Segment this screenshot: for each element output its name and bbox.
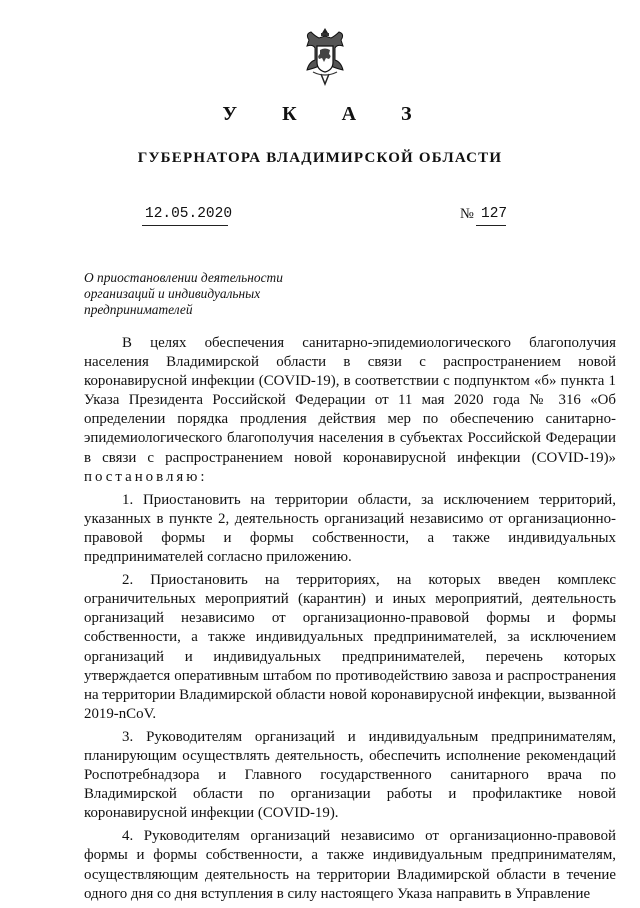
item-3: 3. Руководителям организаций и индивидуальным предпринимателям, планирующим осуществлять деятельность, обеспечить исполнение рекомендаций Роспотребнадзора и Главного государственного санитарного врача по Владимирской области по организации работы и профилактике новой коронавирусной инфекции (COVID-19). (84, 728, 616, 822)
item-2: 2. Приостановить на территориях, на которых введен комплекс ограничительных мероприятий (карантин) и иных мероприятий, деятельность организаций независимо от организационно-правовой формы и формы собственности, а также индивидуальных предпринимателей, за исключением организаций и индивидуальных предпринимателей, перечень которых утверждается оперативным штабом по противодействию завоза и распространения на территории Владимирской области новой коронавирусной инфекции, вызванной 2019-nCoV. (84, 572, 616, 722)
item-4: 4. Руководителям организаций независимо от организационно-правовой формы и формы собственности, а также индивидуальным предпринимателям, осуществляющим деятельность на территории Владимирской области в течение одного дня со дня вступления в силу настоящего Указа направить в Управление (84, 828, 616, 902)
item-1: 1. Приостановить на территории области, за исключением территорий, указанных в пункте 2, деятельность организаций независимо от организационно-правовой формы и формы собственности, а также индивидуальных предпринимателей согласно приложению. (84, 491, 616, 566)
coat-of-arms-icon (301, 26, 349, 86)
decree-number: 127 (481, 206, 508, 222)
decree-heading: О приостановлении деятельности организаций и индивидуальных предпринимателей (84, 270, 283, 317)
document-title: У К А З (222, 103, 432, 125)
decree-date: 12.05.2020 (145, 206, 233, 222)
intro-paragraph (84, 334, 616, 487)
document-subtitle: ГУБЕРНАТОРА ВЛАДИМИРСКОЙ ОБЛАСТИ (137, 150, 503, 166)
decree-word: постановляю: (84, 468, 208, 485)
number-label: № (460, 206, 474, 222)
number-underline (476, 225, 506, 226)
decree-body (84, 334, 616, 908)
intro-text: В целях обеспечения санитарно-эпидемиологического благополучия населения Владимирской области в связи с распространением новой коронавирусной инфекции (COVID-19), в соответствии с подпунктом «б» пункта 1 Указа Президента Российской Федерации от 11 мая 2020 года № 316 «Об определении порядка продления действия мер по обеспечению санитарно-эпидемиологического благополучия населения в субъектах Российской Федерации в связи с распространением новой коронавирусной инфекции (COVID-19)» (84, 335, 616, 466)
date-underline (142, 225, 228, 226)
